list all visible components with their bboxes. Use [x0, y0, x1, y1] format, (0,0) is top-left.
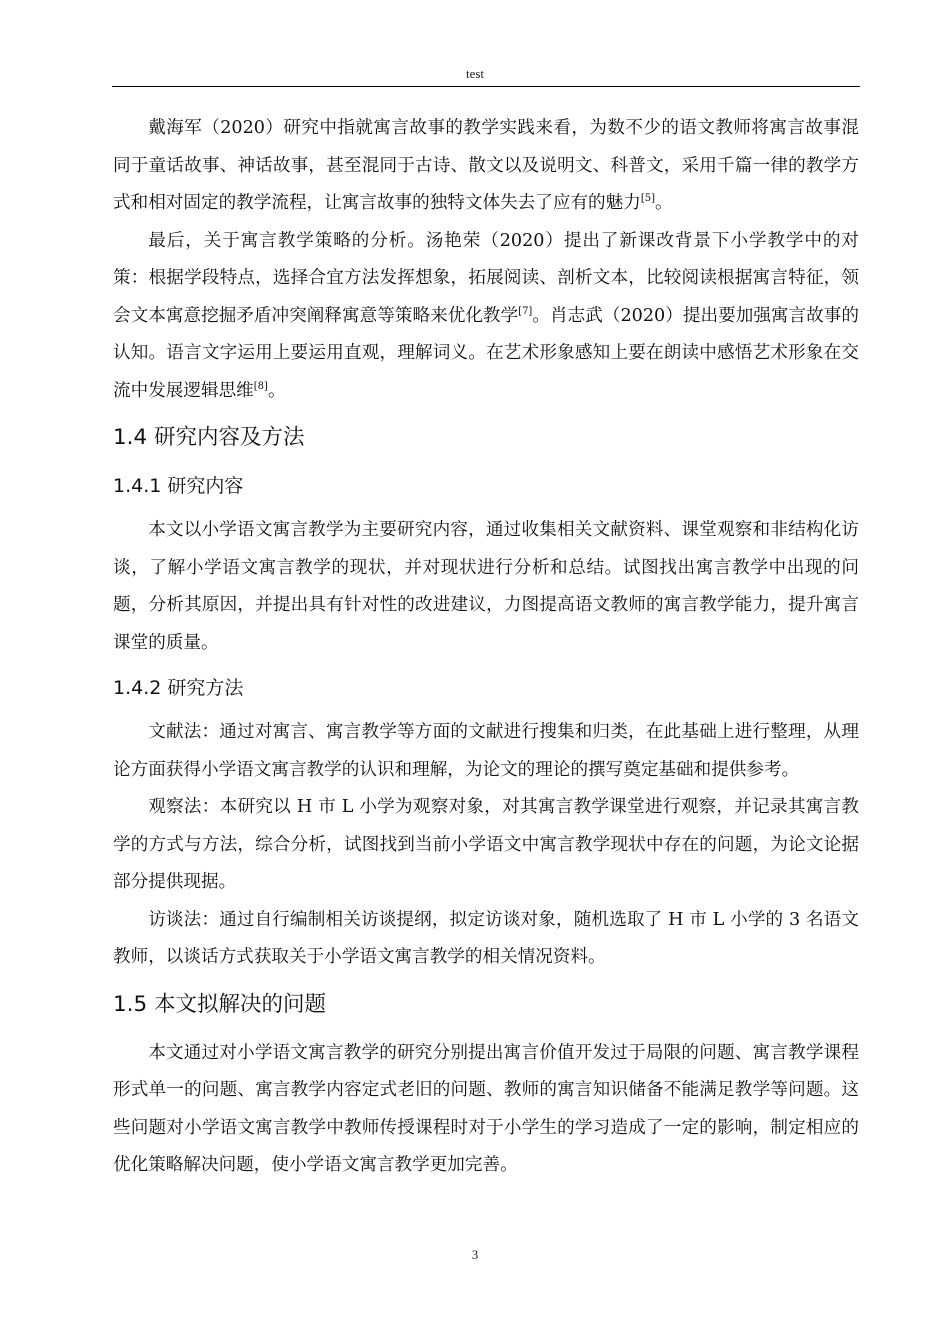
citation-7: [7]: [518, 305, 533, 317]
section-heading-1-4: 1.4 研究内容及方法: [113, 425, 305, 450]
citation-8: [8]: [253, 380, 268, 392]
subsection-heading-1-4-1: 1.4.1 研究内容: [113, 475, 244, 497]
paragraph-literature-method: 文献法：通过对寓言、寓言教学等方面的文献进行搜集和归类，在此基础上进行整理，从理论方面获得小学语文寓言教学的认识和理解，为论文的理论的撰写奠定基础和提供参考。: [113, 722, 859, 780]
paragraph-problems: 本文通过对小学语文寓言教学的研究分别提出寓言价值开发过于局限的问题、寓言教学课程形式单一的问题、寓言教学内容定式老旧的问题、教师的寓言知识储备不能满足教学等问题。这些问题对小学语文寓言教学中教师传授课程时对于小学生的学习造成了一定的影响，制定相应的优化策略解决问题，使小学语文寓言教学更加完善。: [113, 1042, 859, 1175]
section-heading-1-5: 1.5 本文拟解决的问题: [113, 991, 327, 1017]
body-content: [113, 110, 859, 1185]
subsection-heading-1-4-2: 1.4.2 研究方法: [113, 677, 244, 699]
running-header: test: [465, 66, 485, 81]
paragraph-dai-haijun: 戴海军（2020）研究中指就寓言故事的教学实践来看，为数不少的语文教师将寓言故事混同于童话故事、神话故事，甚至混同于古诗、散文以及说明文、科普文，采用千篇一律的教学方式和相对固定的教学流程，让寓言故事的独特文体失去了应有的魅力[5]。: [113, 118, 859, 213]
page-number: 3: [471, 1247, 479, 1262]
paragraph-observation-method: 观察法：本研究以 H 市 L 小学为观察对象，对其寓言教学课堂进行观察，并记录其寓言教学的方式与方法，综合分析，试图找到当前小学语文中寓言教学现状中存在的问题，为论文论据部分提供现据。: [113, 797, 859, 892]
paragraph-research-content: 本文以小学语文寓言教学为主要研究内容，通过收集相关文献资料、课堂观察和非结构化访谈，了解小学语文寓言教学的现状，并对现状进行分析和总结。试图找出寓言教学中出现的问题，分析其原因，并提出具有针对性的改进建议，力图提高语文教师的寓言教学能力，提升寓言课堂的质量。: [113, 520, 859, 653]
header-rule: [112, 86, 860, 87]
paragraph-strategies: 最后，关于寓言教学策略的分析。汤艳荣（2020）提出了新课改背景下小学教学中的对策：根据学段特点，选择合宜方法发挥想象，拓展阅读、剖析文本，比较阅读根据寓言特征，领会文本寓意挖掘矛盾冲突阐释寓意等策略来优化教学[7]。肖志武（2020）提出要加强寓言故事的认知。语言文字运用上要运用直观，理解词义。在艺术形象感知上要在朗读中感悟艺术形象在交流中发展逻辑思维[8]。: [113, 230, 859, 401]
citation-5: [5]: [640, 193, 655, 204]
paragraph-interview-method: 访谈法：通过自行编制相关访谈提纲，拟定访谈对象，随机选取了 H 市 L 小学的 3 名语文教师，以谈话方式获取关于小学语文寓言教学的相关情况资料。: [113, 909, 859, 967]
